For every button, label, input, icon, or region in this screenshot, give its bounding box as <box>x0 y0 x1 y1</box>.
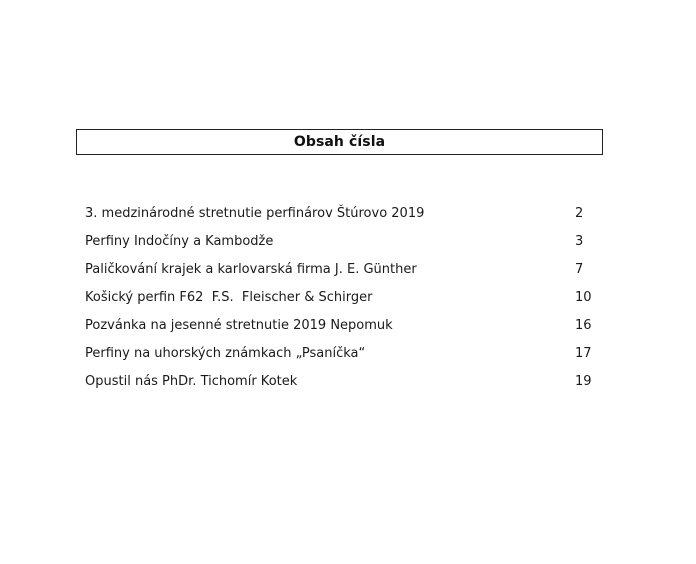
table-of-contents <box>85 203 595 399</box>
toc-entry-page: 17 <box>575 346 592 361</box>
toc-entry-title: Paličkování krajek a karlovarská firma J. E. Günther <box>85 262 417 277</box>
toc-entry-title: Perfiny Indočíny a Kambodže <box>85 234 274 249</box>
toc-entry <box>85 315 595 343</box>
toc-entry-page: 2 <box>575 206 584 221</box>
toc-entry-title: Pozvánka na jesenné stretnutie 2019 Nepomuk <box>85 318 393 333</box>
toc-entry-title: 3. medzinárodné stretnutie perfinárov Štúrovo 2019 <box>85 206 425 221</box>
toc-entry <box>85 371 595 399</box>
toc-entry-page: 19 <box>575 374 592 389</box>
toc-entry <box>85 287 595 315</box>
page-title: Obsah čísla <box>293 134 386 150</box>
toc-entry <box>85 343 595 371</box>
toc-entry-page: 3 <box>575 234 584 249</box>
toc-entry <box>85 259 595 287</box>
toc-entry <box>85 203 595 231</box>
toc-entry-page: 10 <box>575 290 592 305</box>
toc-entry-title: Opustil nás PhDr. Tichomír Kotek <box>85 374 298 389</box>
toc-entry-page: 7 <box>575 262 584 277</box>
title-box <box>76 129 603 155</box>
toc-entry <box>85 231 595 259</box>
toc-entry-page: 16 <box>575 318 592 333</box>
toc-entry-title: Košický perfin F62 F.S. Fleischer & Schirger <box>85 290 373 305</box>
toc-entry-title: Perfiny na uhorských známkach „Psaníčka“ <box>85 346 366 361</box>
